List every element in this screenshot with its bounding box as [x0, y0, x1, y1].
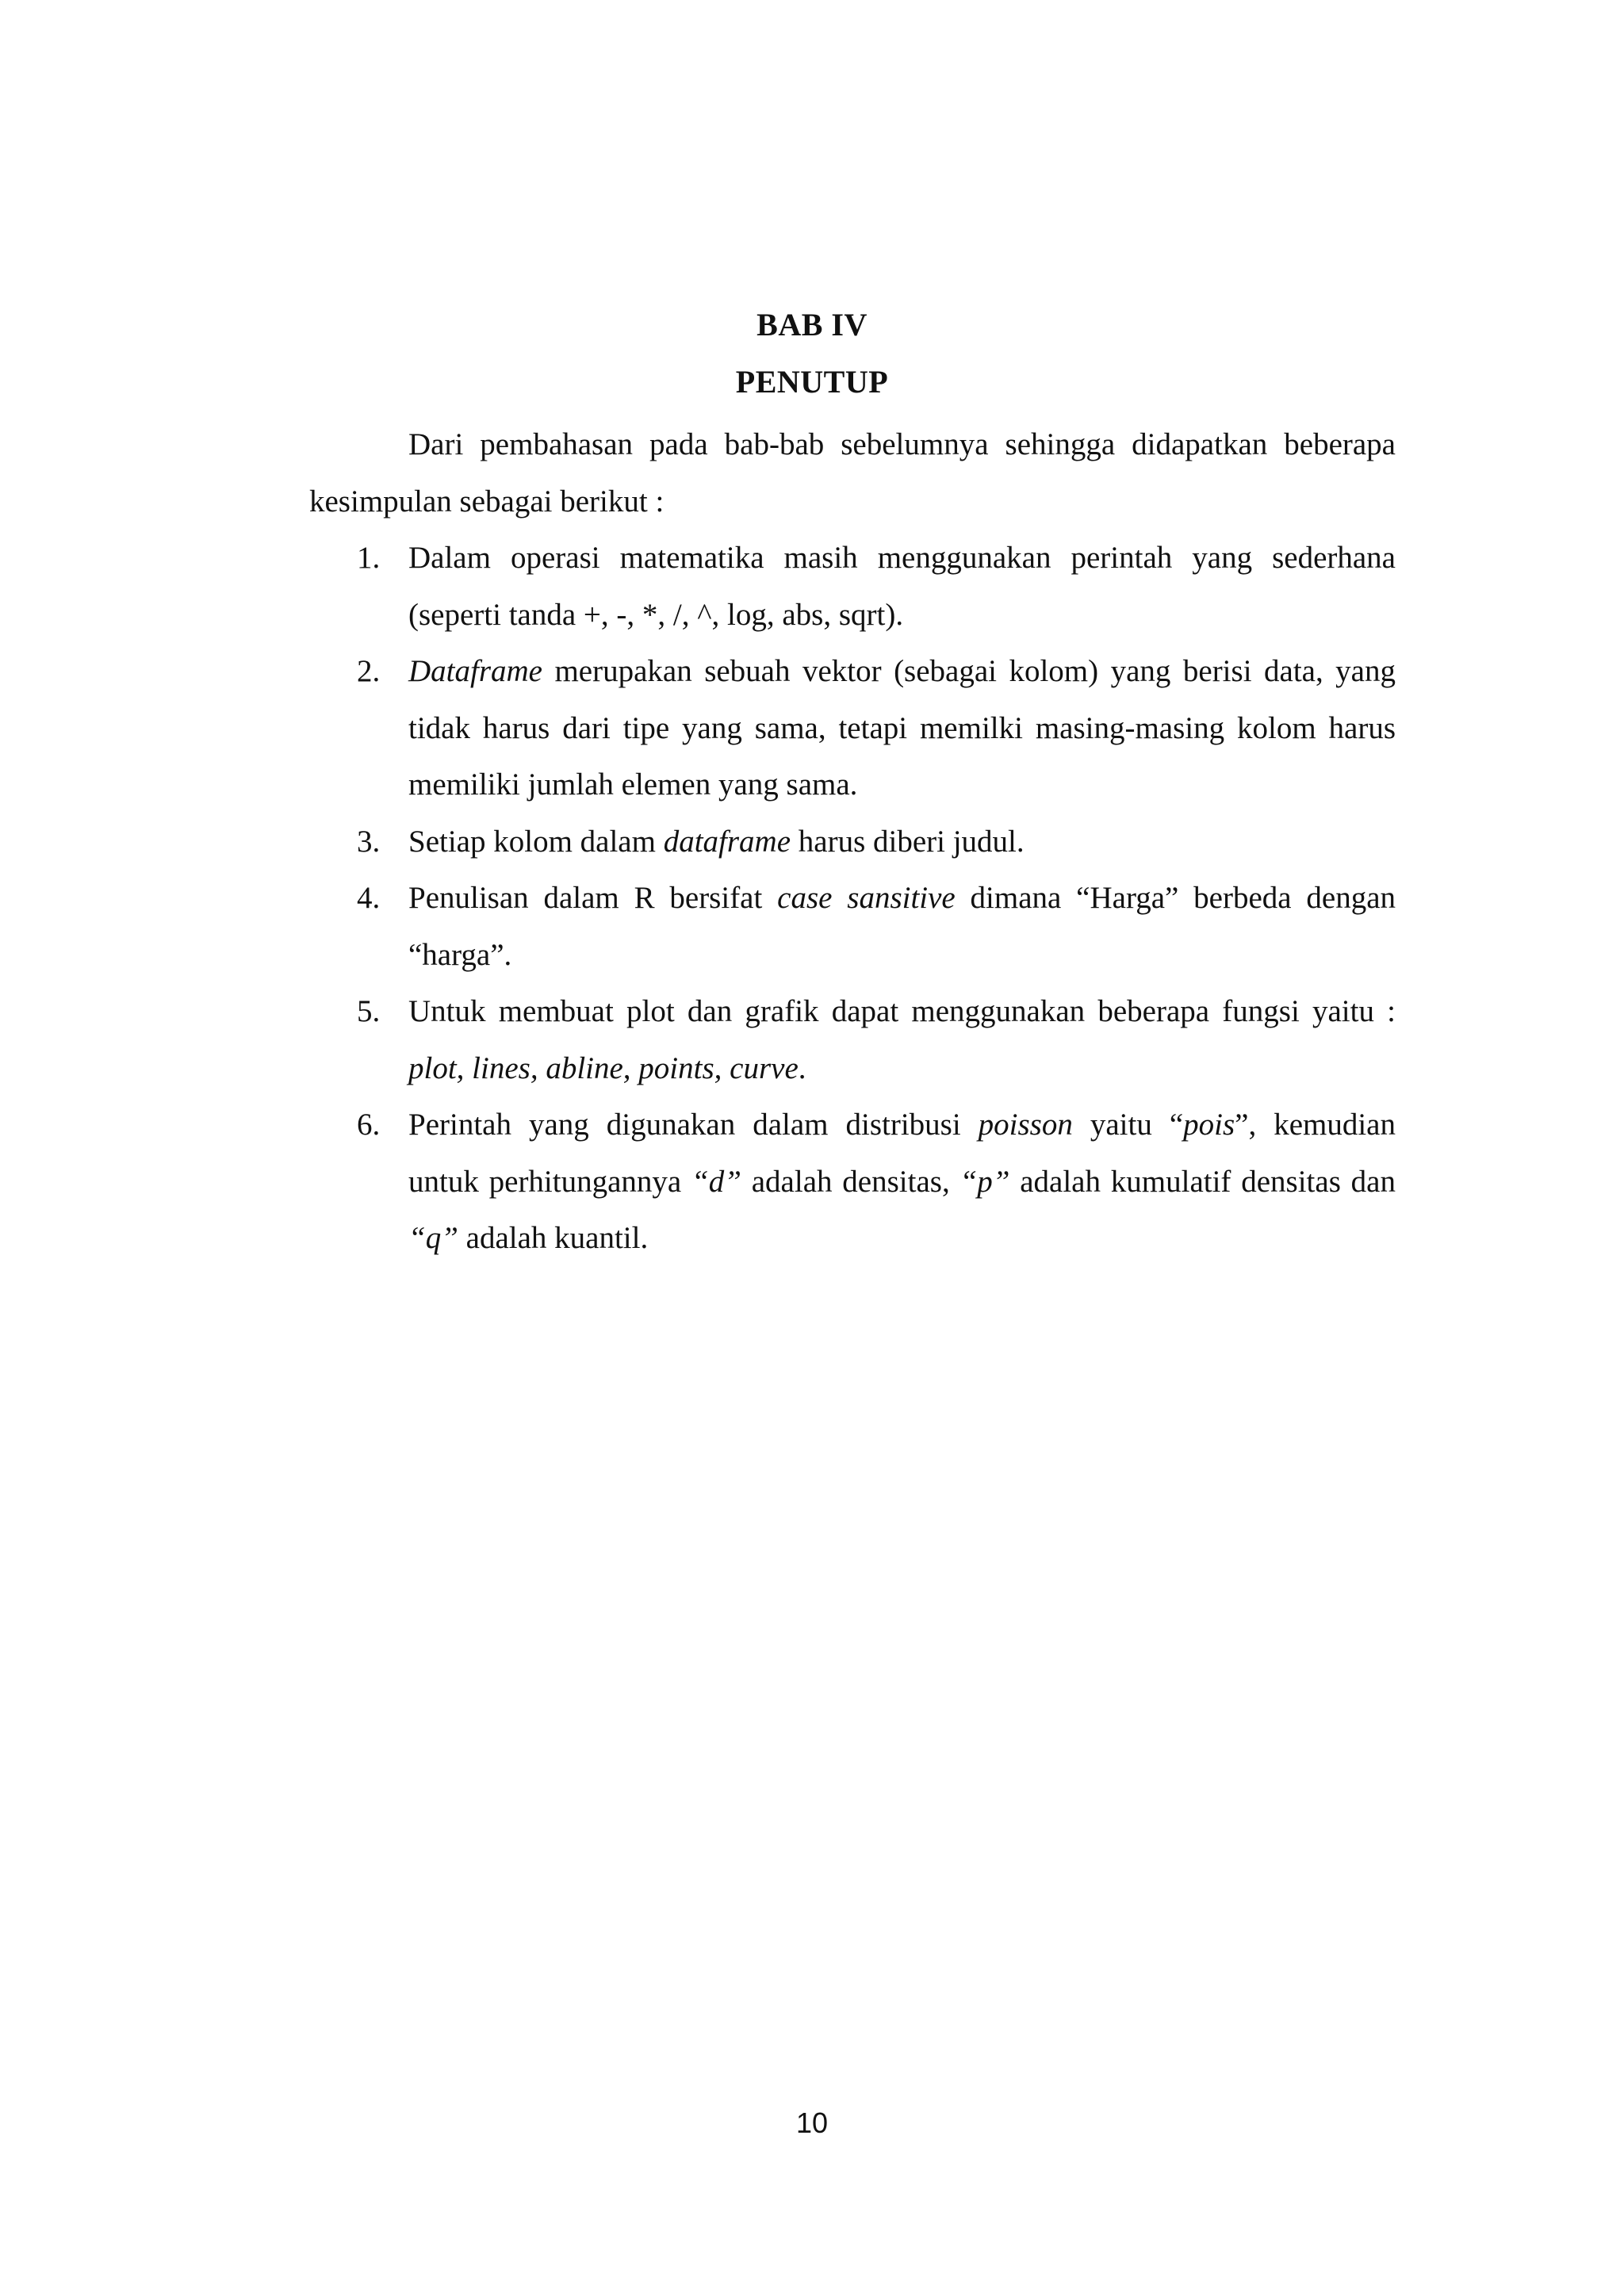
item-term: “q” — [408, 1221, 458, 1255]
item-term: Dataframe — [408, 654, 542, 688]
item-term: “p” — [959, 1164, 1010, 1199]
conclusion-item — [309, 643, 1396, 813]
item-term: dataframe — [663, 824, 791, 859]
item-text: Dalam operasi matematika masih menggunakan perintah yang sederhana (seperti tanda +, -, *, /, ^, log, abs, sqrt). — [408, 541, 1396, 632]
item-text: yaitu “ — [1072, 1108, 1184, 1142]
item-number: 6. — [357, 1108, 381, 1142]
item-text: Penulisan dalam R bersifat — [408, 881, 778, 915]
item-number: 5. — [357, 994, 381, 1028]
conclusion-item — [309, 983, 1396, 1096]
conclusion-item — [309, 813, 1396, 871]
conclusion-list — [309, 530, 1396, 1267]
item-number: 4. — [357, 881, 381, 915]
item-number: 3. — [357, 824, 381, 859]
item-text: . — [798, 1050, 806, 1085]
conclusion-item — [309, 1096, 1396, 1267]
chapter-label: BAB IV — [756, 307, 868, 342]
item-text: harus diberi judul. — [791, 824, 1025, 859]
item-term: poisson — [978, 1108, 1073, 1142]
item-text: merupakan sebuah vektor (sebagai kolom) yang berisi data, yang tidak harus dari tipe yang sama, tetapi memilki masing-masing kolom harus memiliki jumlah elemen yang sama. — [408, 654, 1396, 802]
item-term: case sansitive — [777, 881, 956, 915]
item-number: 2. — [357, 654, 381, 688]
item-term: pois — [1183, 1108, 1235, 1142]
item-text: adalah densitas, — [741, 1164, 960, 1199]
conclusion-item — [309, 530, 1396, 643]
item-number: 1. — [357, 541, 381, 575]
item-term: plot, lines, abline, points, curve — [408, 1050, 799, 1085]
item-text: adalah kuantil. — [458, 1221, 649, 1255]
item-text: Untuk membuat plot dan grafik dapat menggunakan beberapa fungsi yaitu : — [408, 994, 1396, 1028]
intro-paragraph: Dari pembahasan pada bab-bab sebelumnya sehingga didapatkan beberapa kesimpulan sebagai berikut : — [309, 427, 1396, 519]
item-text: adalah kumulatif densitas dan — [1009, 1164, 1396, 1199]
conclusion-item — [309, 870, 1396, 983]
item-text: Setiap kolom dalam — [408, 824, 664, 859]
item-text: ”, kemudian untuk perhitungannya — [408, 1108, 1396, 1199]
page-number: 10 — [795, 2107, 829, 2139]
document-body — [309, 416, 1396, 1267]
item-text: Perintah yang digunakan dalam distribusi — [408, 1108, 979, 1142]
item-term: “d” — [691, 1164, 741, 1199]
item-text: dimana “Harga” berbeda dengan “harga”. — [408, 881, 1396, 972]
chapter-title: PENUTUP — [735, 364, 889, 400]
